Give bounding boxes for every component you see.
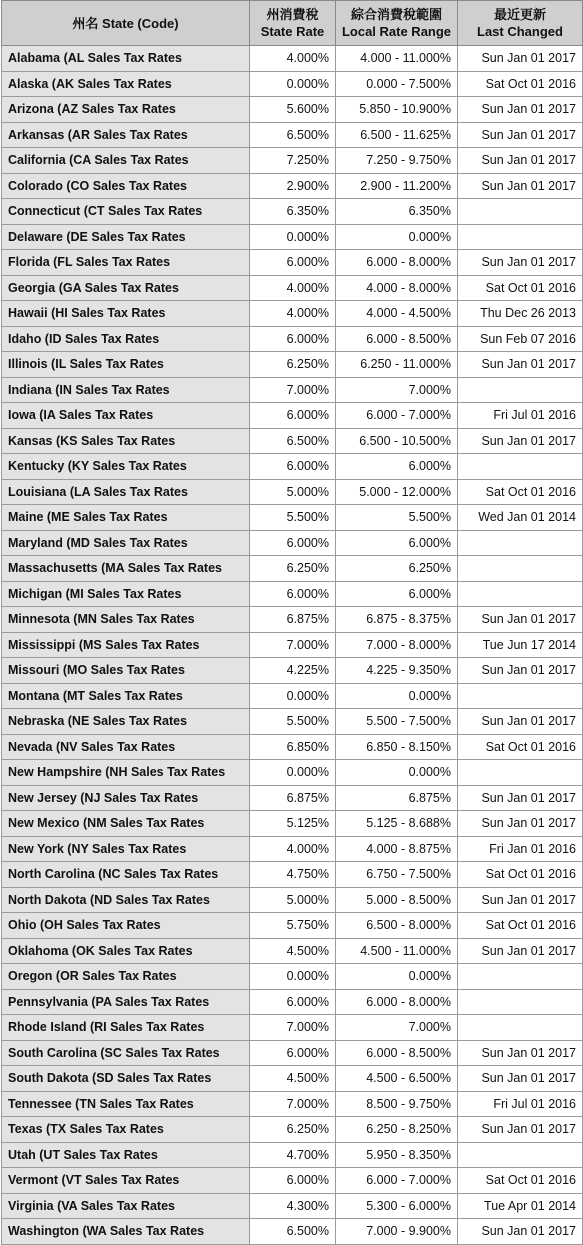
local-range-cell: 6.000 - 8.500%: [336, 1040, 458, 1066]
local-range-cell: 6.000 - 7.000%: [336, 403, 458, 429]
state-rate-cell: 0.000%: [250, 224, 336, 250]
last-changed-cell: Wed Jan 01 2014: [458, 505, 583, 531]
state-cell: Rhode Island (RI Sales Tax Rates: [2, 1015, 250, 1041]
local-range-cell: 5.000 - 12.000%: [336, 479, 458, 505]
table-row: [2, 275, 583, 301]
local-range-cell: 6.000 - 8.500%: [336, 326, 458, 352]
state-cell: Pennsylvania (PA Sales Tax Rates: [2, 989, 250, 1015]
last-changed-cell: Sun Jan 01 2017: [458, 250, 583, 276]
header-state-rate-en: State Rate: [260, 24, 325, 39]
state-rate-cell: 7.000%: [250, 1015, 336, 1041]
header-last-changed: [458, 1, 583, 46]
local-range-cell: 0.000%: [336, 224, 458, 250]
local-range-cell: 0.000%: [336, 964, 458, 990]
table-row: [2, 530, 583, 556]
local-range-cell: 6.875%: [336, 785, 458, 811]
state-cell: North Carolina (NC Sales Tax Rates: [2, 862, 250, 888]
local-range-cell: 4.000 - 11.000%: [336, 46, 458, 72]
state-cell: Michigan (MI Sales Tax Rates: [2, 581, 250, 607]
state-rate-cell: 7.250%: [250, 148, 336, 174]
state-rate-cell: 6.500%: [250, 122, 336, 148]
table-row: [2, 505, 583, 531]
header-state: [2, 1, 250, 46]
local-range-cell: 5.950 - 8.350%: [336, 1142, 458, 1168]
state-cell: New Hampshire (NH Sales Tax Rates: [2, 760, 250, 786]
last-changed-cell: Sun Jan 01 2017: [458, 1040, 583, 1066]
state-rate-cell: 6.875%: [250, 785, 336, 811]
local-range-cell: 6.250 - 11.000%: [336, 352, 458, 378]
last-changed-cell: Sun Jan 01 2017: [458, 173, 583, 199]
local-range-cell: 4.500 - 11.000%: [336, 938, 458, 964]
state-rate-cell: 7.000%: [250, 632, 336, 658]
state-cell: Alaska (AK Sales Tax Rates: [2, 71, 250, 97]
state-cell: Arkansas (AR Sales Tax Rates: [2, 122, 250, 148]
state-rate-cell: 4.300%: [250, 1193, 336, 1219]
state-rate-cell: 5.600%: [250, 97, 336, 123]
local-range-cell: 7.000 - 9.900%: [336, 1219, 458, 1245]
last-changed-cell: Sun Jan 01 2017: [458, 1219, 583, 1245]
table-row: [2, 658, 583, 684]
header-local-range: [336, 1, 458, 46]
state-rate-cell: 4.000%: [250, 301, 336, 327]
local-range-cell: 2.900 - 11.200%: [336, 173, 458, 199]
table-row: [2, 887, 583, 913]
table-row: [2, 301, 583, 327]
table-row: [2, 734, 583, 760]
table-row: [2, 224, 583, 250]
state-cell: Colorado (CO Sales Tax Rates: [2, 173, 250, 199]
last-changed-cell: [458, 964, 583, 990]
local-range-cell: 7.250 - 9.750%: [336, 148, 458, 174]
last-changed-cell: Sun Jan 01 2017: [458, 785, 583, 811]
last-changed-cell: Sun Jan 01 2017: [458, 709, 583, 735]
last-changed-cell: Sat Oct 01 2016: [458, 1168, 583, 1194]
state-cell: Minnesota (MN Sales Tax Rates: [2, 607, 250, 633]
state-cell: New York (NY Sales Tax Rates: [2, 836, 250, 862]
last-changed-cell: [458, 556, 583, 582]
table-row: [2, 377, 583, 403]
local-range-cell: 5.125 - 8.688%: [336, 811, 458, 837]
state-rate-cell: 6.250%: [250, 1117, 336, 1143]
state-rate-cell: 5.000%: [250, 887, 336, 913]
table-row: [2, 607, 583, 633]
local-range-cell: 0.000%: [336, 760, 458, 786]
table-row: [2, 683, 583, 709]
last-changed-cell: Fri Jul 01 2016: [458, 1091, 583, 1117]
state-rate-cell: 0.000%: [250, 683, 336, 709]
table-header: [2, 1, 583, 46]
state-rate-cell: 6.000%: [250, 326, 336, 352]
state-cell: Texas (TX Sales Tax Rates: [2, 1117, 250, 1143]
state-cell: Hawaii (HI Sales Tax Rates: [2, 301, 250, 327]
local-range-cell: 6.750 - 7.500%: [336, 862, 458, 888]
last-changed-cell: Fri Jul 01 2016: [458, 403, 583, 429]
state-cell: Massachusetts (MA Sales Tax Rates: [2, 556, 250, 582]
local-range-cell: 8.500 - 9.750%: [336, 1091, 458, 1117]
state-cell: South Carolina (SC Sales Tax Rates: [2, 1040, 250, 1066]
state-cell: Alabama (AL Sales Tax Rates: [2, 46, 250, 72]
state-cell: Kansas (KS Sales Tax Rates: [2, 428, 250, 454]
table-row: [2, 479, 583, 505]
state-cell: Utah (UT Sales Tax Rates: [2, 1142, 250, 1168]
local-range-cell: 6.000 - 7.000%: [336, 1168, 458, 1194]
table-body: [2, 46, 583, 1245]
local-range-cell: 0.000%: [336, 683, 458, 709]
local-range-cell: 7.000%: [336, 377, 458, 403]
last-changed-cell: Thu Dec 26 2013: [458, 301, 583, 327]
local-range-cell: 7.000%: [336, 1015, 458, 1041]
local-range-cell: 6.000%: [336, 454, 458, 480]
state-rate-cell: 5.500%: [250, 709, 336, 735]
last-changed-cell: [458, 530, 583, 556]
state-rate-cell: 6.500%: [250, 428, 336, 454]
table-row: [2, 148, 583, 174]
state-cell: Iowa (IA Sales Tax Rates: [2, 403, 250, 429]
last-changed-cell: Fri Jan 01 2016: [458, 836, 583, 862]
state-rate-cell: 6.850%: [250, 734, 336, 760]
state-cell: Oklahoma (OK Sales Tax Rates: [2, 938, 250, 964]
local-range-cell: 6.250 - 8.250%: [336, 1117, 458, 1143]
table-row: [2, 1219, 583, 1245]
state-cell: Illinois (IL Sales Tax Rates: [2, 352, 250, 378]
table-row: [2, 785, 583, 811]
state-rate-cell: 6.000%: [250, 989, 336, 1015]
state-rate-cell: 4.500%: [250, 1066, 336, 1092]
last-changed-cell: Sun Jan 01 2017: [458, 658, 583, 684]
state-cell: Delaware (DE Sales Tax Rates: [2, 224, 250, 250]
state-rate-cell: 7.000%: [250, 1091, 336, 1117]
local-range-cell: 6.850 - 8.150%: [336, 734, 458, 760]
last-changed-cell: [458, 581, 583, 607]
state-rate-cell: 4.750%: [250, 862, 336, 888]
table-row: [2, 122, 583, 148]
last-changed-cell: [458, 683, 583, 709]
state-rate-cell: 6.350%: [250, 199, 336, 225]
local-range-cell: 6.875 - 8.375%: [336, 607, 458, 633]
state-cell: Connecticut (CT Sales Tax Rates: [2, 199, 250, 225]
table-row: [2, 556, 583, 582]
table-row: [2, 938, 583, 964]
table-row: [2, 989, 583, 1015]
table-row: [2, 352, 583, 378]
state-cell: Georgia (GA Sales Tax Rates: [2, 275, 250, 301]
state-rate-cell: 0.000%: [250, 760, 336, 786]
state-rate-cell: 4.000%: [250, 275, 336, 301]
state-rate-cell: 4.500%: [250, 938, 336, 964]
state-cell: Kentucky (KY Sales Tax Rates: [2, 454, 250, 480]
state-rate-cell: 0.000%: [250, 71, 336, 97]
table-row: [2, 97, 583, 123]
state-cell: Nevada (NV Sales Tax Rates: [2, 734, 250, 760]
table-row: [2, 1066, 583, 1092]
last-changed-cell: [458, 454, 583, 480]
last-changed-cell: [458, 377, 583, 403]
state-cell: Louisiana (LA Sales Tax Rates: [2, 479, 250, 505]
last-changed-cell: [458, 760, 583, 786]
last-changed-cell: Sun Jan 01 2017: [458, 1117, 583, 1143]
state-rate-cell: 4.000%: [250, 46, 336, 72]
local-range-cell: 6.000 - 8.000%: [336, 989, 458, 1015]
state-cell: Ohio (OH Sales Tax Rates: [2, 913, 250, 939]
last-changed-cell: Sun Jan 01 2017: [458, 811, 583, 837]
table-row: [2, 1015, 583, 1041]
table-row: [2, 250, 583, 276]
last-changed-cell: Sat Oct 01 2016: [458, 913, 583, 939]
state-cell: Maine (ME Sales Tax Rates: [2, 505, 250, 531]
header-state-rate-zh: 州消費稅: [266, 7, 319, 22]
state-cell: New Mexico (NM Sales Tax Rates: [2, 811, 250, 837]
state-rate-cell: 4.000%: [250, 836, 336, 862]
last-changed-cell: [458, 1015, 583, 1041]
state-rate-cell: 6.000%: [250, 530, 336, 556]
state-rate-cell: 5.750%: [250, 913, 336, 939]
state-rate-cell: 4.225%: [250, 658, 336, 684]
last-changed-cell: Sat Oct 01 2016: [458, 71, 583, 97]
header-last-changed-zh: 最近更新: [493, 7, 546, 22]
local-range-cell: 6.000%: [336, 581, 458, 607]
table-row: [2, 326, 583, 352]
local-range-cell: 4.000 - 4.500%: [336, 301, 458, 327]
state-cell: North Dakota (ND Sales Tax Rates: [2, 887, 250, 913]
last-changed-cell: Sat Oct 01 2016: [458, 479, 583, 505]
last-changed-cell: [458, 989, 583, 1015]
last-changed-cell: [458, 224, 583, 250]
local-range-cell: 4.000 - 8.000%: [336, 275, 458, 301]
local-range-cell: 0.000 - 7.500%: [336, 71, 458, 97]
table-row: [2, 1168, 583, 1194]
state-rate-cell: 2.900%: [250, 173, 336, 199]
state-rate-cell: 6.000%: [250, 250, 336, 276]
state-cell: Vermont (VT Sales Tax Rates: [2, 1168, 250, 1194]
header-local-range-en: Local Rate Range: [341, 24, 452, 39]
local-range-cell: 6.350%: [336, 199, 458, 225]
state-cell: Montana (MT Sales Tax Rates: [2, 683, 250, 709]
table-row: [2, 428, 583, 454]
state-cell: California (CA Sales Tax Rates: [2, 148, 250, 174]
local-range-cell: 6.500 - 8.000%: [336, 913, 458, 939]
local-range-cell: 6.000 - 8.000%: [336, 250, 458, 276]
local-range-cell: 6.250%: [336, 556, 458, 582]
table-row: [2, 1193, 583, 1219]
local-range-cell: 5.500 - 7.500%: [336, 709, 458, 735]
last-changed-cell: Sun Jan 01 2017: [458, 887, 583, 913]
local-range-cell: 4.225 - 9.350%: [336, 658, 458, 684]
last-changed-cell: [458, 1142, 583, 1168]
state-cell: Mississippi (MS Sales Tax Rates: [2, 632, 250, 658]
state-cell: Nebraska (NE Sales Tax Rates: [2, 709, 250, 735]
table-row: [2, 46, 583, 72]
local-range-cell: 5.300 - 6.000%: [336, 1193, 458, 1219]
table-row: [2, 199, 583, 225]
local-range-cell: 5.500%: [336, 505, 458, 531]
local-range-cell: 6.500 - 11.625%: [336, 122, 458, 148]
table-row: [2, 173, 583, 199]
state-rate-cell: 6.000%: [250, 1168, 336, 1194]
last-changed-cell: Sun Jan 01 2017: [458, 97, 583, 123]
state-cell: Idaho (ID Sales Tax Rates: [2, 326, 250, 352]
state-rate-cell: 5.125%: [250, 811, 336, 837]
state-cell: South Dakota (SD Sales Tax Rates: [2, 1066, 250, 1092]
last-changed-cell: Sun Jan 01 2017: [458, 938, 583, 964]
last-changed-cell: Sat Oct 01 2016: [458, 862, 583, 888]
header-state-rate: [250, 1, 336, 46]
state-rate-cell: 6.500%: [250, 1219, 336, 1245]
header-state-label: 州名 State (Code): [72, 15, 179, 31]
state-cell: Washington (WA Sales Tax Rates: [2, 1219, 250, 1245]
table-row: [2, 71, 583, 97]
state-cell: Oregon (OR Sales Tax Rates: [2, 964, 250, 990]
state-rate-cell: 5.000%: [250, 479, 336, 505]
last-changed-cell: Sat Oct 01 2016: [458, 734, 583, 760]
table-row: [2, 836, 583, 862]
last-changed-cell: Sat Oct 01 2016: [458, 275, 583, 301]
local-range-cell: 5.000 - 8.500%: [336, 887, 458, 913]
local-range-cell: 4.500 - 6.500%: [336, 1066, 458, 1092]
table-row: [2, 913, 583, 939]
last-changed-cell: Sun Jan 01 2017: [458, 46, 583, 72]
last-changed-cell: Sun Feb 07 2016: [458, 326, 583, 352]
header-last-changed-en: Last Changed: [477, 24, 563, 39]
table-row: [2, 1091, 583, 1117]
last-changed-cell: Sun Jan 01 2017: [458, 122, 583, 148]
table-row: [2, 964, 583, 990]
local-range-cell: 7.000 - 8.000%: [336, 632, 458, 658]
table-row: [2, 1040, 583, 1066]
last-changed-cell: Tue Apr 01 2014: [458, 1193, 583, 1219]
state-rate-cell: 6.250%: [250, 556, 336, 582]
state-rate-cell: 5.500%: [250, 505, 336, 531]
state-cell: Arizona (AZ Sales Tax Rates: [2, 97, 250, 123]
table-row: [2, 1117, 583, 1143]
sales-tax-table: [1, 0, 583, 1245]
header-local-range-zh: 綜合消費稅範圍: [350, 7, 442, 22]
state-rate-cell: 6.000%: [250, 403, 336, 429]
table-row: [2, 811, 583, 837]
state-cell: Missouri (MO Sales Tax Rates: [2, 658, 250, 684]
table-row: [2, 454, 583, 480]
state-rate-cell: 7.000%: [250, 377, 336, 403]
local-range-cell: 6.500 - 10.500%: [336, 428, 458, 454]
state-cell: Maryland (MD Sales Tax Rates: [2, 530, 250, 556]
state-rate-cell: 6.000%: [250, 581, 336, 607]
state-cell: Virginia (VA Sales Tax Rates: [2, 1193, 250, 1219]
state-cell: New Jersey (NJ Sales Tax Rates: [2, 785, 250, 811]
table-row: [2, 862, 583, 888]
state-cell: Indiana (IN Sales Tax Rates: [2, 377, 250, 403]
table-row: [2, 403, 583, 429]
state-rate-cell: 6.875%: [250, 607, 336, 633]
state-rate-cell: 6.000%: [250, 454, 336, 480]
last-changed-cell: [458, 199, 583, 225]
state-rate-cell: 6.000%: [250, 1040, 336, 1066]
table-row: [2, 1142, 583, 1168]
last-changed-cell: Tue Jun 17 2014: [458, 632, 583, 658]
last-changed-cell: Sun Jan 01 2017: [458, 148, 583, 174]
state-rate-cell: 0.000%: [250, 964, 336, 990]
local-range-cell: 4.000 - 8.875%: [336, 836, 458, 862]
state-rate-cell: 4.700%: [250, 1142, 336, 1168]
state-rate-cell: 6.250%: [250, 352, 336, 378]
table-row: [2, 632, 583, 658]
table-row: [2, 760, 583, 786]
state-cell: Tennessee (TN Sales Tax Rates: [2, 1091, 250, 1117]
last-changed-cell: Sun Jan 01 2017: [458, 352, 583, 378]
local-range-cell: 6.000%: [336, 530, 458, 556]
last-changed-cell: Sun Jan 01 2017: [458, 1066, 583, 1092]
table-row: [2, 581, 583, 607]
last-changed-cell: Sun Jan 01 2017: [458, 607, 583, 633]
table-row: [2, 709, 583, 735]
state-cell: Florida (FL Sales Tax Rates: [2, 250, 250, 276]
local-range-cell: 5.850 - 10.900%: [336, 97, 458, 123]
last-changed-cell: Sun Jan 01 2017: [458, 428, 583, 454]
